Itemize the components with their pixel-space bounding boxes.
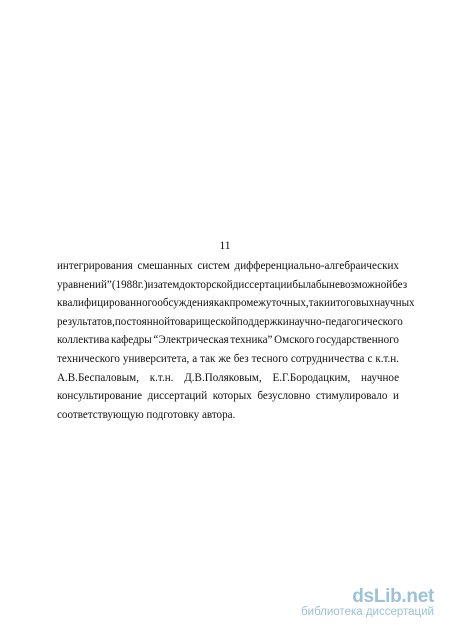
text-word: Омского <box>274 334 315 347</box>
watermark-logo-text: dsLib.net <box>352 586 434 607</box>
text-word: затем <box>153 278 180 291</box>
text-word: бы <box>315 278 330 291</box>
text-word: и <box>324 297 330 310</box>
text-line <box>57 331 399 350</box>
text-word: без <box>392 278 408 291</box>
text-line <box>57 294 415 313</box>
text-word: дифференциально-алгебраических <box>234 260 399 272</box>
text-word: докторской <box>179 278 233 291</box>
text-word: интегрирования <box>57 260 133 272</box>
text-word: постоянной <box>114 315 171 328</box>
watermark-logo <box>301 586 434 608</box>
text-word: коллектива <box>57 334 110 347</box>
text-word: консультирование <box>57 390 143 403</box>
text-word: и <box>147 278 154 291</box>
text-word: и <box>393 390 399 403</box>
text-word: научно-педагогического <box>288 315 403 328</box>
text-word: кафедры <box>110 334 152 347</box>
text-word: техника” <box>230 334 273 347</box>
text-word: промежуточных, <box>229 297 309 310</box>
text-word: невозможной <box>329 278 393 291</box>
text-word: (1988г.) <box>111 278 148 291</box>
text-word: квалифицированного <box>57 297 158 310</box>
text-word: была <box>292 278 316 291</box>
text-word: сотрудничества <box>290 352 365 365</box>
text-line <box>57 257 399 276</box>
text-word: научных <box>374 297 415 310</box>
text-word: итоговых <box>329 297 375 310</box>
text-word: так <box>200 352 216 365</box>
text-word: соответствующую подготовку автора. <box>57 408 236 421</box>
watermark-subtitle: библиотека диссертаций <box>301 606 434 618</box>
text-word: университета, <box>122 352 190 365</box>
text-word: результатов, <box>57 315 115 328</box>
text-word: технического <box>57 352 120 365</box>
text-word: так <box>308 297 325 310</box>
text-word: без <box>233 352 249 365</box>
text-line <box>57 276 408 295</box>
text-line <box>57 313 403 332</box>
text-line <box>57 369 399 388</box>
text-word: а <box>192 352 198 365</box>
text-word: стимулировало <box>315 390 388 403</box>
page-number: 11 <box>219 240 231 252</box>
text-word: товарищеской <box>170 315 237 328</box>
text-word: Е.Г.Бородацким, <box>272 371 351 384</box>
text-word: смешанных <box>137 260 193 272</box>
text-word: обсуждения <box>157 297 214 310</box>
text-word: как <box>213 297 230 310</box>
text-word: безусловно <box>257 390 311 403</box>
body-text <box>57 257 415 424</box>
text-word: научное <box>361 371 399 384</box>
text-word: “Электрическая <box>153 334 229 347</box>
text-word: к.т.н. <box>375 352 399 365</box>
text-word: с <box>367 352 373 365</box>
text-word: поддержки <box>236 315 289 328</box>
text-line <box>57 387 399 406</box>
text-word: тесного <box>251 352 288 365</box>
text-word: Д.В.Поляковым, <box>184 371 262 384</box>
text-line <box>57 406 399 425</box>
watermark <box>301 586 434 618</box>
text-word: которых <box>212 390 252 403</box>
text-word: уравнений” <box>57 278 112 291</box>
text-line <box>57 350 399 369</box>
text-word: систем <box>197 260 230 272</box>
text-word: А.В.Беспаловым, <box>57 371 139 384</box>
text-word: к.т.н. <box>149 371 174 384</box>
text-word: государственного <box>316 334 399 347</box>
text-word: диссертаций <box>147 390 208 403</box>
text-word: диссертации <box>232 278 293 291</box>
text-word: же <box>218 352 231 365</box>
